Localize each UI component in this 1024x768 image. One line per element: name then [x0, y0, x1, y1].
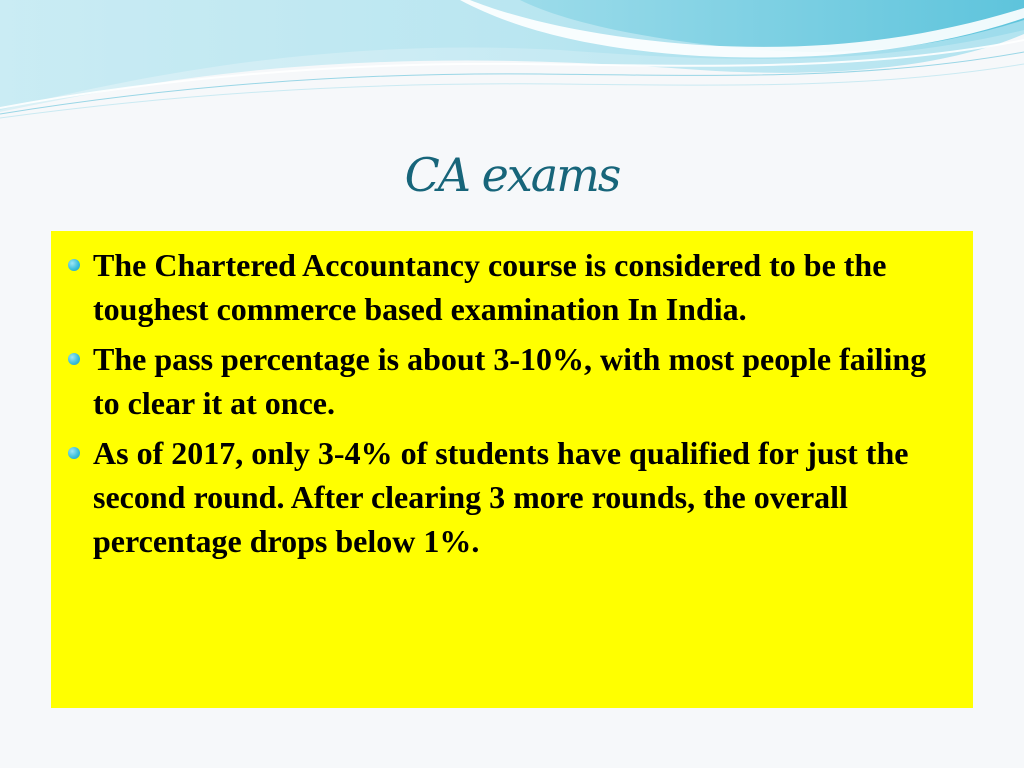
bullet-text: The Chartered Accountancy course is considered to be the toughest commerce based examination In India. — [93, 247, 887, 327]
bullet-text: As of 2017, only 3-4% of students have qualified for just the second round. After clearing 3 more rounds, the overall percentage drops below 1%. — [93, 435, 909, 559]
bullet-dot-icon — [68, 353, 80, 365]
bullet-item — [71, 431, 953, 563]
slide-title: CA exams — [404, 148, 620, 202]
bullet-dot-icon — [68, 447, 80, 459]
bullet-text: The pass percentage is about 3-10%, with most people failing to clear it at once. — [93, 341, 927, 421]
bullet-item — [71, 243, 953, 331]
bullet-item — [71, 337, 953, 425]
header-wave-decoration — [0, 0, 1024, 130]
bullet-list — [71, 243, 953, 563]
bullet-dot-icon — [68, 259, 80, 271]
content-box — [51, 231, 973, 708]
